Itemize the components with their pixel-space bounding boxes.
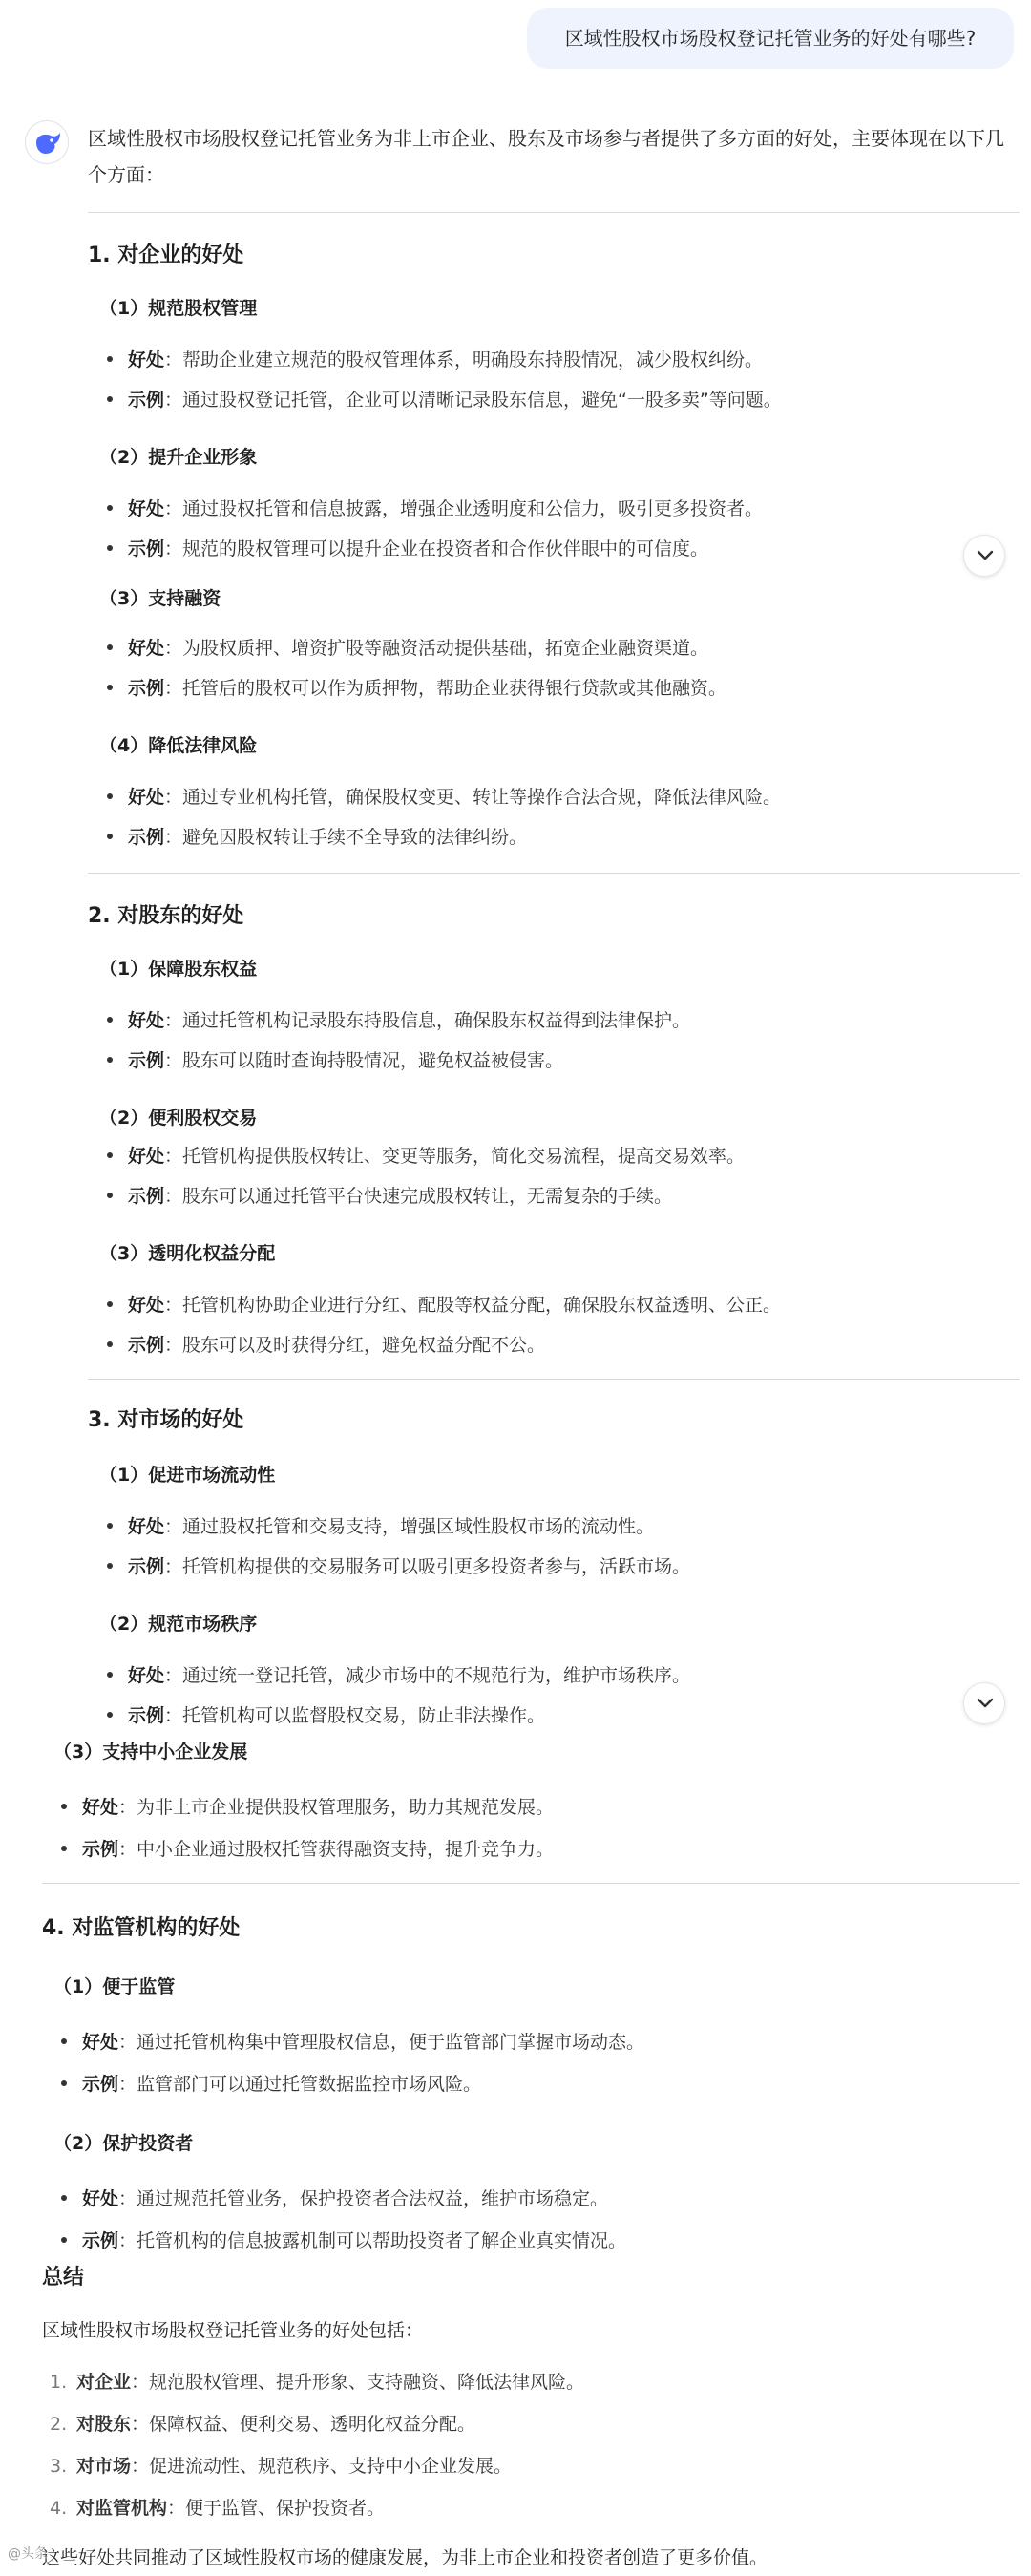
whale-logo-icon bbox=[33, 131, 62, 156]
summary-item-text: ：保障权益、便利交易、透明化权益分配。 bbox=[131, 2414, 476, 2435]
example-text: ：托管后的股权可以作为质押物，帮助企业获得银行贷款或其他融资。 bbox=[164, 678, 727, 699]
intro-paragraph: 区域性股权市场股权登记托管业务为非上市企业、股东及市场参与者提供了多方面的好处，主要体现在以下几个方面： bbox=[88, 127, 1004, 186]
summary-item-label: 对企业 bbox=[76, 2372, 132, 2393]
benefit-item bbox=[107, 346, 763, 371]
benefit-label: 好处 bbox=[82, 2188, 119, 2209]
bullet-icon bbox=[61, 2038, 67, 2044]
example-item bbox=[107, 1182, 672, 1208]
example-item bbox=[107, 674, 726, 700]
benefit-item bbox=[107, 1291, 781, 1317]
list-number: 4. bbox=[50, 2498, 68, 2519]
benefit-text: ：托管机构协助企业进行分红、配股等权益分配，确保股东权益透明、公正。 bbox=[164, 1295, 782, 1316]
benefit-text: ：通过股权托管和信息披露，增强企业透明度和公信力，吸引更多投资者。 bbox=[164, 498, 764, 519]
summary-lead: 区域性股权市场股权登记托管业务的好处包括： bbox=[42, 2320, 424, 2341]
benefit-text: ：通过托管机构集中管理股权信息，便于监管部门掌握市场动态。 bbox=[118, 2032, 645, 2053]
example-text: ：股东可以及时获得分红，避免权益分配不公。 bbox=[164, 1335, 546, 1356]
example-label: 示例 bbox=[82, 1839, 119, 1860]
subsection-heading: （2）保护投资者 bbox=[53, 2133, 194, 2154]
example-label: 示例 bbox=[128, 678, 165, 699]
example-item bbox=[107, 1331, 545, 1357]
benefit-text: ：帮助企业建立规范的股权管理体系，明确股东持股情况，减少股权纠纷。 bbox=[164, 349, 764, 370]
subsection-heading: （1）规范股权管理 bbox=[99, 298, 258, 319]
bullet-icon bbox=[107, 1301, 113, 1307]
subsection-heading: （3）支持中小企业发展 bbox=[53, 1742, 248, 1763]
scroll-down-button[interactable] bbox=[963, 535, 1005, 577]
example-text: ：通过股权登记托管，企业可以清晰记录股东信息，避免“一股多卖”等问题。 bbox=[164, 390, 782, 411]
subsection-heading: （1）促进市场流动性 bbox=[99, 1465, 276, 1486]
bullet-icon bbox=[107, 545, 113, 551]
example-item bbox=[107, 386, 782, 412]
divider bbox=[88, 212, 1020, 213]
subsection-heading: （1）保障股东权益 bbox=[99, 959, 258, 980]
subsection-heading: （3）支持融资 bbox=[99, 588, 221, 609]
watermark-text: @头条 bbox=[8, 2546, 48, 2562]
bullet-icon bbox=[107, 1193, 113, 1198]
bullet-icon bbox=[107, 1057, 113, 1063]
bullet-icon bbox=[107, 644, 113, 650]
list-number: 2. bbox=[50, 2414, 68, 2435]
example-item bbox=[61, 2227, 626, 2252]
list-number: 3. bbox=[50, 2456, 68, 2477]
list-number: 1. bbox=[50, 2372, 68, 2393]
example-label: 示例 bbox=[128, 390, 165, 411]
benefit-label: 好处 bbox=[128, 787, 165, 808]
example-text: ：监管部门可以通过托管数据监控市场风险。 bbox=[118, 2074, 482, 2095]
bullet-icon bbox=[107, 685, 113, 690]
summary-item bbox=[50, 2452, 512, 2478]
example-item bbox=[107, 1552, 690, 1578]
example-text: ：托管机构可以监督股权交易，防止非法操作。 bbox=[164, 1705, 546, 1726]
chevron-down-icon bbox=[976, 549, 995, 562]
benefit-item bbox=[107, 1006, 690, 1032]
benefit-item bbox=[107, 495, 763, 520]
example-text: ：股东可以通过托管平台快速完成股权转让，无需复杂的手续。 bbox=[164, 1186, 673, 1207]
section-heading: 3. 对市场的好处 bbox=[88, 1408, 244, 1432]
bullet-icon bbox=[61, 1804, 67, 1809]
bullet-icon bbox=[107, 505, 113, 511]
bullet-icon bbox=[107, 1712, 113, 1718]
example-text: ：中小企业通过股权托管获得融资支持，提升竞争力。 bbox=[118, 1839, 555, 1860]
bullet-icon bbox=[107, 356, 113, 362]
benefit-label: 好处 bbox=[128, 638, 165, 659]
subsection-heading: （3）透明化权益分配 bbox=[99, 1243, 276, 1264]
benefit-label: 好处 bbox=[128, 498, 165, 519]
benefit-item bbox=[107, 634, 708, 660]
benefit-text: ：通过股权托管和交易支持，增强区域性股权市场的流动性。 bbox=[164, 1516, 655, 1537]
bullet-icon bbox=[61, 2080, 67, 2086]
benefit-label: 好处 bbox=[128, 1665, 165, 1686]
benefit-text: ：通过托管机构记录股东持股信息，确保股东权益得到法律保护。 bbox=[164, 1010, 691, 1031]
benefit-label: 好处 bbox=[82, 1797, 119, 1818]
benefit-text: ：托管机构提供股权转让、变更等服务，简化交易流程，提高交易效率。 bbox=[164, 1146, 746, 1167]
divider bbox=[88, 1379, 1020, 1380]
bullet-icon bbox=[107, 1563, 113, 1569]
user-message-bubble: 区域性股权市场股权登记托管业务的好处有哪些? bbox=[527, 8, 1014, 69]
summary-item bbox=[50, 2410, 475, 2436]
divider bbox=[42, 1883, 1020, 1884]
scroll-down-button[interactable] bbox=[963, 1682, 1005, 1724]
bullet-icon bbox=[107, 1152, 113, 1158]
benefit-label: 好处 bbox=[128, 1146, 165, 1167]
example-label: 示例 bbox=[128, 1556, 165, 1577]
example-label: 示例 bbox=[128, 1050, 165, 1071]
example-item bbox=[107, 823, 527, 849]
example-label: 示例 bbox=[128, 1186, 165, 1207]
subsection-heading: （2）规范市场秩序 bbox=[99, 1614, 258, 1635]
section-heading: 1. 对企业的好处 bbox=[88, 243, 244, 267]
benefit-label: 好处 bbox=[82, 2032, 119, 2053]
example-text: ：避免因股权转让手续不全导致的法律纠纷。 bbox=[164, 827, 528, 848]
subsection-heading: （2）便利股权交易 bbox=[99, 1108, 258, 1129]
benefit-text: ：通过规范托管业务，保护投资者合法权益，维护市场稳定。 bbox=[118, 2188, 609, 2209]
benefit-label: 好处 bbox=[128, 1010, 165, 1031]
assistant-avatar bbox=[25, 120, 69, 164]
example-label: 示例 bbox=[82, 2230, 119, 2251]
bullet-icon bbox=[107, 1341, 113, 1347]
example-item bbox=[107, 1046, 563, 1072]
benefit-item bbox=[107, 1512, 654, 1538]
benefit-text: ：为股权质押、增资扩股等融资活动提供基础，拓宽企业融资渠道。 bbox=[164, 638, 709, 659]
benefit-item bbox=[107, 783, 781, 809]
example-item bbox=[61, 2070, 481, 2096]
bullet-icon bbox=[107, 793, 113, 799]
benefit-label: 好处 bbox=[128, 1295, 165, 1316]
benefit-item bbox=[61, 2028, 644, 2054]
subsection-heading: （2）提升企业形象 bbox=[99, 447, 258, 468]
summary-item bbox=[50, 2494, 385, 2520]
example-item bbox=[107, 535, 708, 560]
bullet-icon bbox=[61, 2195, 67, 2201]
benefit-text: ：为非上市企业提供股权管理服务，助力其规范发展。 bbox=[118, 1797, 555, 1818]
bullet-icon bbox=[107, 1017, 113, 1023]
summary-item-text: ：便于监管、保护投资者。 bbox=[167, 2498, 386, 2519]
example-text: ：托管机构的信息披露机制可以帮助投资者了解企业真实情况。 bbox=[118, 2230, 627, 2251]
benefit-label: 好处 bbox=[128, 1516, 165, 1537]
benefit-item bbox=[107, 1142, 745, 1168]
summary-heading: 总结 bbox=[42, 2266, 85, 2290]
summary-item-label: 对监管机构 bbox=[76, 2498, 168, 2519]
example-text: ：规范的股权管理可以提升企业在投资者和合作伙伴眼中的可信度。 bbox=[164, 538, 709, 560]
bullet-icon bbox=[107, 1523, 113, 1529]
example-item bbox=[107, 1701, 545, 1727]
summary-closing: 这些好处共同推动了区域性股权市场的健康发展，为非上市企业和投资者创造了更多价值。 bbox=[42, 2547, 768, 2568]
divider bbox=[88, 873, 1020, 874]
summary-item-text: ：促进流动性、规范秩序、支持中小企业发展。 bbox=[131, 2456, 513, 2477]
summary-item bbox=[50, 2368, 584, 2394]
example-label: 示例 bbox=[128, 827, 165, 848]
summary-item-label: 对股东 bbox=[76, 2414, 132, 2435]
summary-item-text: ：规范股权管理、提升形象、支持融资、降低法律风险。 bbox=[131, 2372, 585, 2393]
example-text: ：托管机构提供的交易服务可以吸引更多投资者参与，活跃市场。 bbox=[164, 1556, 691, 1577]
example-item bbox=[61, 1835, 554, 1861]
bullet-icon bbox=[61, 1846, 67, 1851]
subsection-heading: （4）降低法律风险 bbox=[99, 735, 258, 756]
benefit-text: ：通过专业机构托管，确保股权变更、转让等操作合法合规，降低法律风险。 bbox=[164, 787, 782, 808]
example-label: 示例 bbox=[82, 2074, 119, 2095]
subsection-heading: （1）便于监管 bbox=[53, 1976, 176, 1997]
benefit-item bbox=[107, 1661, 690, 1687]
summary-item-label: 对市场 bbox=[76, 2456, 132, 2477]
example-label: 示例 bbox=[128, 1705, 165, 1726]
bullet-icon bbox=[107, 396, 113, 402]
example-text: ：股东可以随时查询持股情况，避免权益被侵害。 bbox=[164, 1050, 564, 1071]
section-heading: 2. 对股东的好处 bbox=[88, 904, 244, 928]
bullet-icon bbox=[107, 1672, 113, 1678]
bullet-icon bbox=[61, 2237, 67, 2243]
section-heading: 4. 对监管机构的好处 bbox=[42, 1916, 241, 1940]
example-label: 示例 bbox=[128, 538, 165, 560]
benefit-item bbox=[61, 1793, 554, 1819]
benefit-label: 好处 bbox=[128, 349, 165, 370]
benefit-text: ：通过统一登记托管，减少市场中的不规范行为，维护市场秩序。 bbox=[164, 1665, 691, 1686]
bullet-icon bbox=[107, 834, 113, 839]
benefit-item bbox=[61, 2185, 608, 2210]
example-label: 示例 bbox=[128, 1335, 165, 1356]
chevron-down-icon bbox=[976, 1697, 995, 1710]
